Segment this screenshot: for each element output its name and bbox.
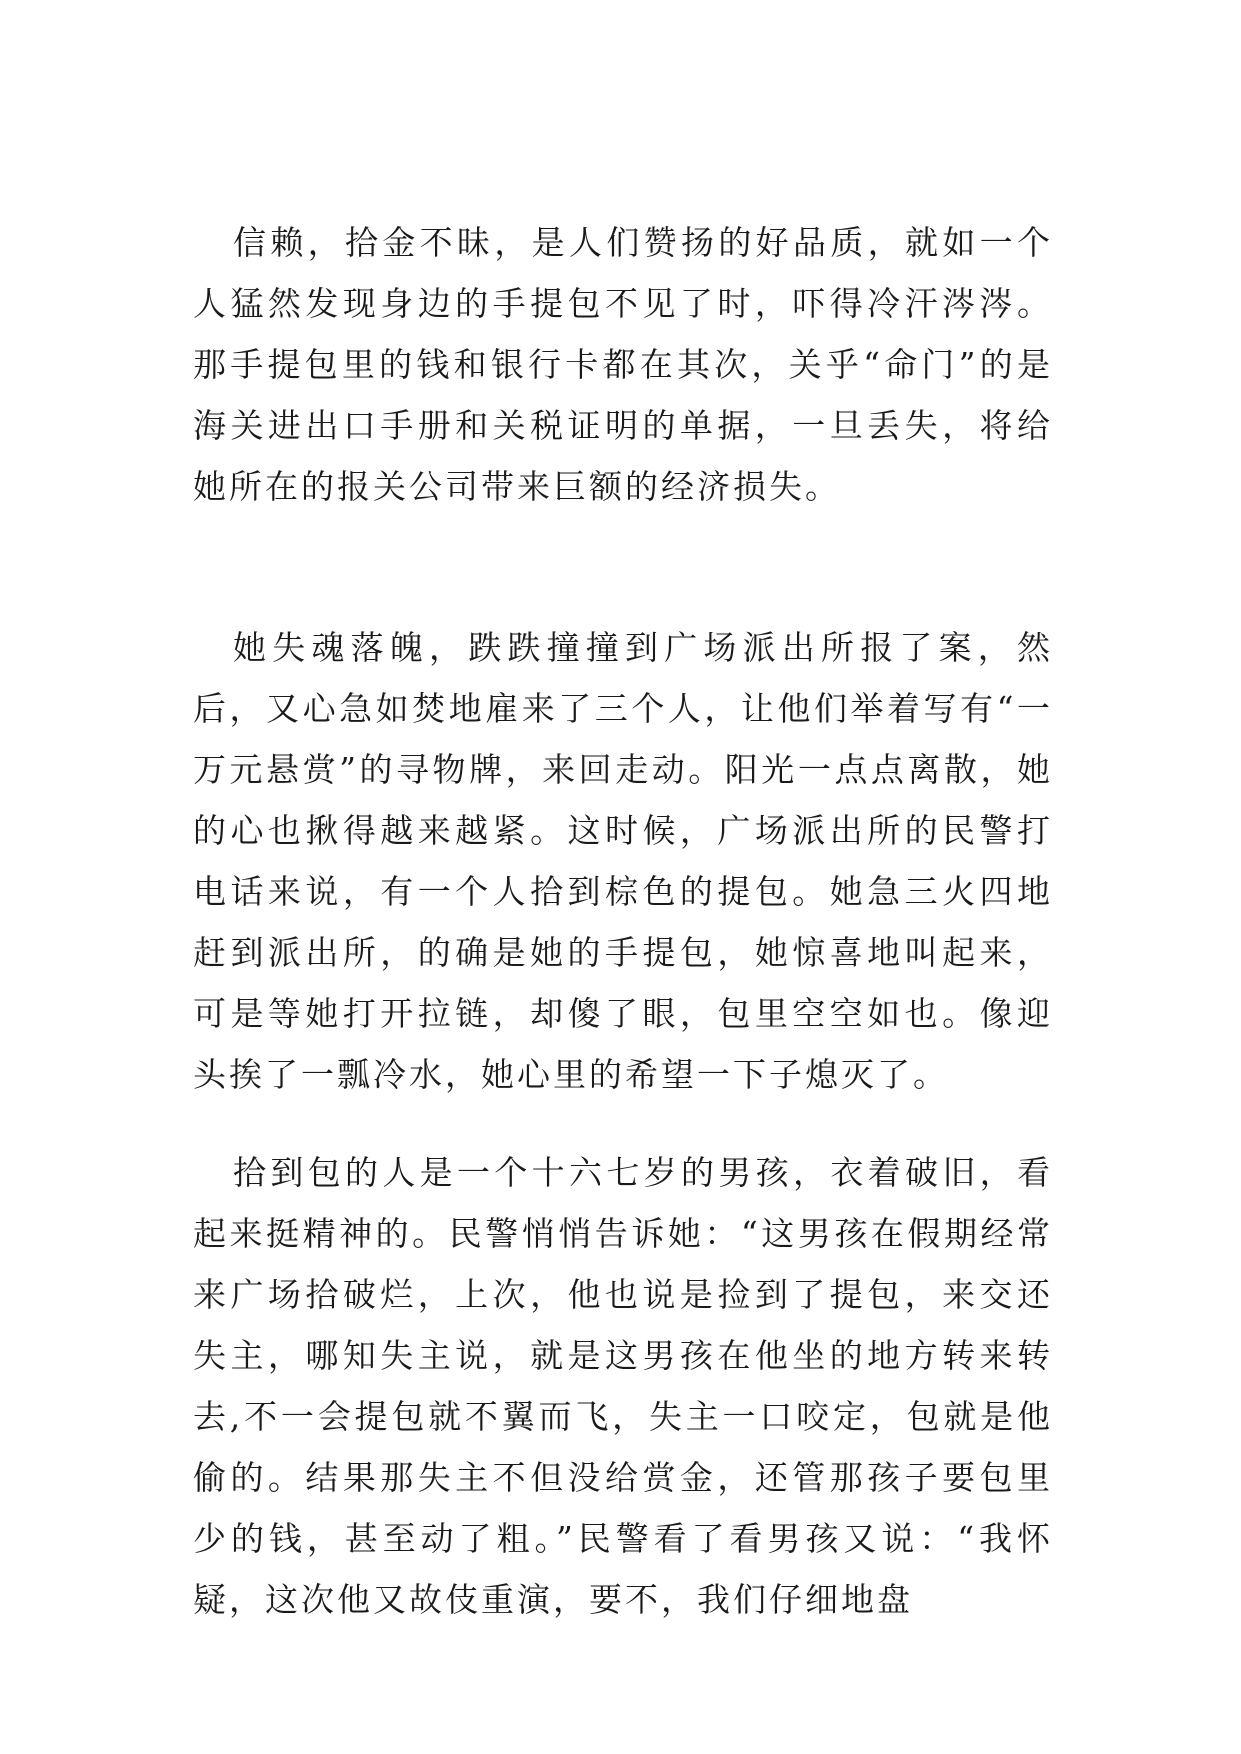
paragraph-1: 信赖，拾金不昧，是人们赞扬的好品质，就如一个人猛然发现身边的手提包不见了时，吓得冷汗涔涔。那手提包里的钱和银行卡都在其次，关乎“命门”的是海关进出口手册和关税证明的单据，一旦丢失，将给她所在的报关公司带来巨额的经济损失。 — [193, 223, 1053, 506]
paragraph-3: 拾到包的人是一个十六七岁的男孩，衣着破旧，看起来挺精神的。民警悄悄告诉她：“这男孩在假期经常来广场拾破烂，上次，他也说是捡到了提包，来交还失主，哪知失主说，就是这男孩在他坐的地方转来转去,不一会提包就不翼而飞，失主一口咬定，包就是他偷的。结果那失主不但没给赏金，还管那孩子要包里少的钱，甚至动了粗。”民警看了看男孩又说：“我怀疑，这次他又故伎重演，要不，我们仔细地盘 — [193, 1153, 1053, 1619]
paragraph-2: 她失魂落魄，跌跌撞撞到广场派出所报了案，然后，又心急如焚地雇来了三个人，让他们举着写有“一万元悬赏”的寻物牌，来回走动。阳光一点点离散，她的心也揪得越来越紧。这时候，广场派出所的民警打电话来说，有一个人拾到棕色的提包。她急三火四地赶到派出所，的确是她的手提包，她惊喜地叫起来，可是等她打开拉链，却傻了眼，包里空空如也。像迎头挨了一瓢冷水，她心里的希望一下子熄灭了。 — [193, 628, 1053, 1094]
